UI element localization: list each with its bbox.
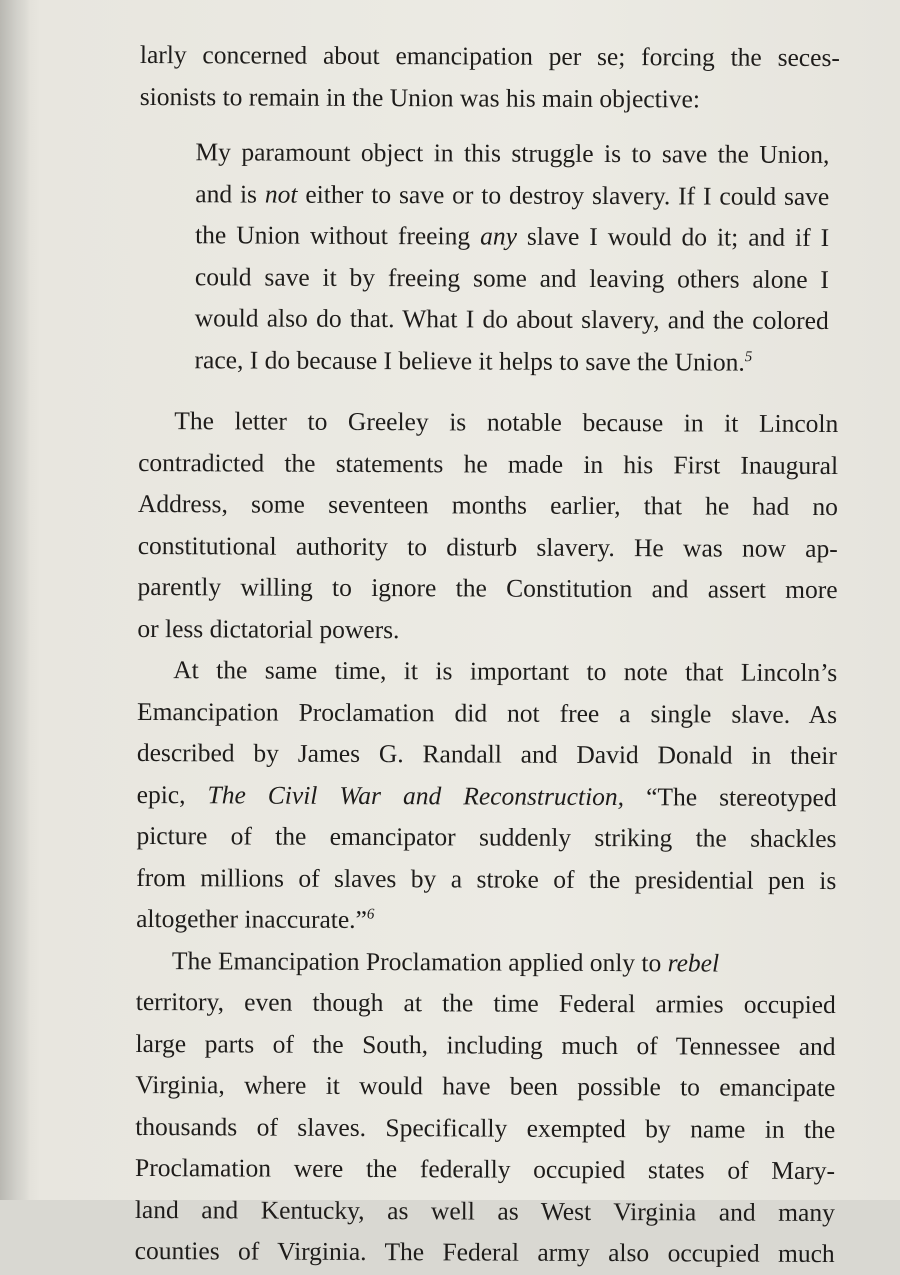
text-line: territory, even though at the time Federal armies occupied [135, 986, 836, 1020]
paragraph-proclamation [135, 939, 836, 1274]
text-line: altogether inaccurate.”$^6$ [136, 903, 375, 934]
text-line: and is not either to save or to destroy slavery. If I could save [195, 178, 830, 211]
text-line: At the same time, it is important to note that Lincoln’s [173, 655, 838, 688]
text-line: The letter to Greeley is notable because in it Lincoln [174, 406, 839, 439]
text-line: epic, The Civil War and Reconstruction, “The stereotyped [136, 779, 837, 812]
text-line: thousands of slaves. Specifically exempted by name in the [135, 1111, 836, 1144]
text-line: constitutional authority to disturb slavery. He was now ap- [137, 530, 838, 563]
paragraph-greeley [137, 400, 838, 652]
text-line: from millions of slaves by a stroke of the presidential pen is [136, 862, 837, 895]
text-line: contradicted the statements he made in his First Inaugural [138, 447, 839, 480]
text-line: Virginia, where it would have been possible to emancipate [135, 1069, 836, 1103]
text-line: counties of Virginia. The Federal army also occupied much [134, 1235, 835, 1269]
emphasis: rebel [667, 947, 720, 978]
book-title: The Civil War and Reconstruction, [207, 779, 625, 811]
text-line: parently willing to ignore the Constitution and assert more [137, 571, 838, 605]
text-line: Address, some seventeen months earlier, that he had no [137, 488, 839, 522]
footnote-marker: 6 [366, 906, 375, 923]
emphasis: any [480, 221, 517, 251]
text-line: would also do that. What I do about slavery, and the colored [194, 303, 829, 336]
text-line: the Union without freeing any slave I would do it; and if I [195, 220, 830, 253]
text-line: Emancipation Proclamation did not free a single slave. As [136, 696, 838, 729]
text-line: described by James G. Randall and David Donald in their [136, 737, 837, 771]
text-line: sionists to remain in the Union was his main objective: [139, 81, 701, 113]
text-line: race, I do because I believe it helps to save the Union.$^5$ [194, 344, 753, 377]
block-quote [138, 131, 839, 383]
book-gutter-shadow [0, 0, 30, 1200]
text-line: land and Kentucky, as well as West Virginia and many [134, 1194, 835, 1227]
footnote-marker: 5 [744, 348, 753, 365]
text-line: larly concerned about emancipation per se; forcing the seces- [139, 39, 840, 73]
paragraph-intro [140, 34, 840, 120]
text-line: The Emancipation Proclamation applied only to rebel [171, 945, 720, 978]
paragraph-same-time [136, 649, 837, 943]
text-line: picture of the emancipator suddenly striking the shackles [136, 820, 837, 854]
text-line: or less dictatorial powers. [137, 613, 400, 644]
text-line: Proclamation were the federally occupied states of Mary- [134, 1152, 836, 1186]
text-line: large parts of the South, including much of Tennessee and [135, 1028, 836, 1061]
text-line: could save it by freeing some and leaving others alone I [194, 261, 830, 294]
text-line: My paramount object in this struggle is to save the Union, [195, 137, 830, 170]
emphasis: not [264, 179, 298, 209]
page-text [135, 34, 840, 1275]
